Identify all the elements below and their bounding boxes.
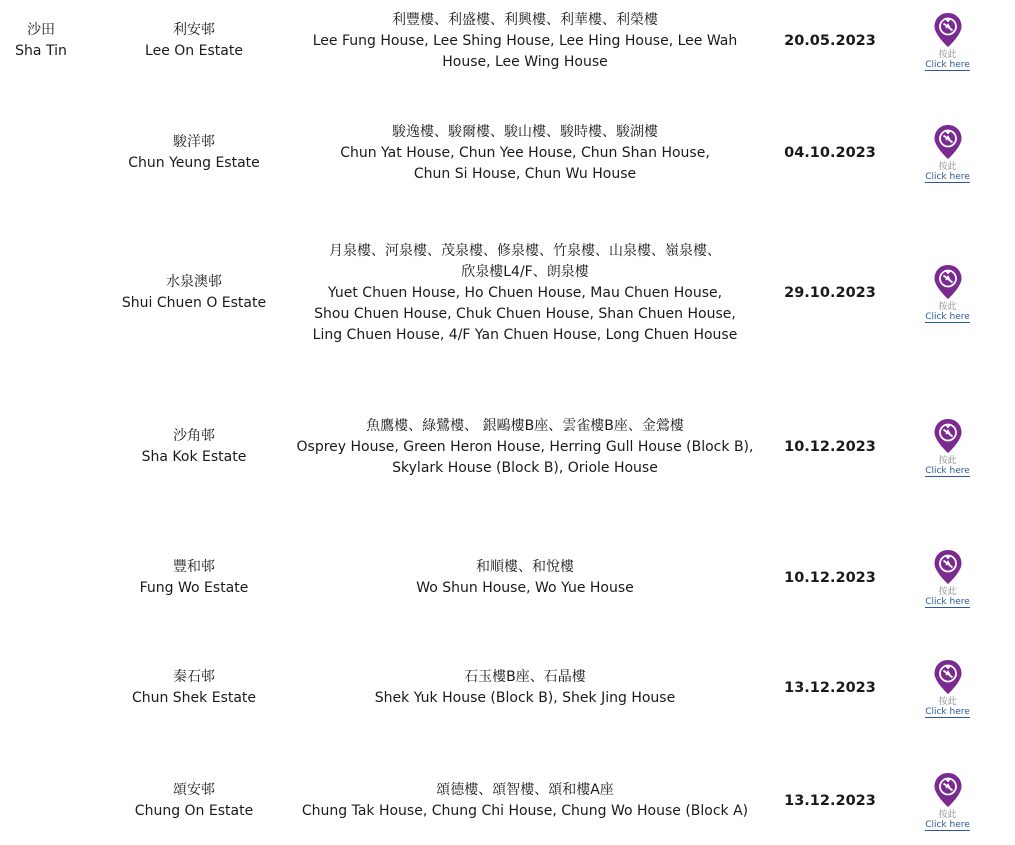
- click-here-link[interactable]: [905, 112, 990, 194]
- house-line: Ling Chuen House, 4/F Yan Chuen House, Long Chuen House: [312, 326, 738, 343]
- estate-name-zh: 駿洋邨: [173, 134, 215, 150]
- link-label-zh[interactable]: 按此: [938, 455, 957, 466]
- click-here-link[interactable]: [905, 404, 990, 490]
- estate-cell: [104, 768, 284, 834]
- district-name-en: Sha Tin: [15, 43, 67, 59]
- house-line: Chun Yat House, Chun Yee House, Chun Shan House,: [340, 144, 710, 161]
- house-line: Wo Shun House, Wo Yue House: [416, 580, 634, 596]
- click-here-link[interactable]: [905, 545, 990, 611]
- estate-name-en: Sha Kok Estate: [141, 449, 247, 465]
- click-here-link[interactable]: [905, 0, 990, 82]
- house-line: 利豐樓、利盛樓、利興樓、利華樓、利榮樓: [392, 11, 658, 28]
- table-row: [0, 0, 1015, 82]
- house-line: Yuet Chuen House, Ho Chuen House, Mau Chuen House,: [327, 284, 723, 301]
- house-line: House, Lee Wing House: [442, 53, 608, 70]
- date-cell: 13.12.2023: [784, 792, 876, 809]
- click-here-link[interactable]: [905, 230, 990, 356]
- estate-cell: [104, 655, 284, 721]
- estate-name-zh: 水泉澳邨: [166, 274, 222, 290]
- link-label-en[interactable]: Click here: [925, 596, 970, 607]
- houses-cell: [290, 230, 760, 356]
- link-label-zh[interactable]: 按此: [938, 586, 957, 597]
- link-label-en[interactable]: Click here: [925, 171, 970, 182]
- map-pin-icon: [933, 659, 963, 695]
- house-line: 月泉樓、河泉樓、茂泉樓、修泉樓、竹泉樓、山泉樓、嶺泉樓、: [329, 242, 721, 259]
- map-pin-icon: [933, 12, 963, 48]
- map-pin-icon: [933, 124, 963, 160]
- houses-cell: [290, 0, 760, 82]
- table-row: [0, 112, 1015, 194]
- date-cell: 10.12.2023: [784, 438, 876, 455]
- house-line: Osprey House, Green Heron House, Herring Gull House (Block B),: [296, 438, 754, 455]
- house-line: Lee Fung House, Lee Shing House, Lee Hing House, Lee Wah: [312, 32, 738, 49]
- table-row: [0, 768, 1015, 834]
- link-label-en[interactable]: Click here: [925, 706, 970, 717]
- house-line: Shou Chuen House, Chuk Chuen House, Shan Chuen House,: [314, 305, 736, 322]
- house-line: Shek Yuk House (Block B), Shek Jing House: [374, 690, 676, 706]
- estate-cell: [104, 230, 284, 356]
- link-label-en[interactable]: Click here: [925, 59, 970, 70]
- link-label-zh[interactable]: 按此: [938, 696, 957, 707]
- table-row: [0, 230, 1015, 356]
- link-label-en[interactable]: Click here: [925, 465, 970, 476]
- houses-cell: [290, 404, 760, 490]
- estate-name-en: Shui Chuen O Estate: [121, 295, 267, 311]
- estate-name-zh: 秦石邨: [173, 669, 215, 685]
- estate-cell: [104, 404, 284, 490]
- house-line: 駿逸樓、駿爾樓、駿山樓、駿時樓、駿湖樓: [392, 123, 658, 140]
- house-line: 魚鷹樓、綠鷺樓、 銀鷗樓B座、雲雀樓B座、金鶯樓: [366, 417, 684, 434]
- estate-name-en: Chun Yeung Estate: [128, 155, 260, 171]
- click-here-link[interactable]: [905, 768, 990, 834]
- date-cell: 29.10.2023: [784, 284, 876, 301]
- table-row: [0, 404, 1015, 490]
- estate-name-en: Chun Shek Estate: [131, 690, 257, 706]
- date-cell: 10.12.2023: [784, 569, 876, 586]
- house-line: Chun Si House, Chun Wu House: [413, 165, 637, 182]
- estate-cell: [104, 112, 284, 194]
- date-cell: 20.05.2023: [784, 32, 876, 49]
- estate-name-zh: 頌安邨: [173, 782, 215, 798]
- house-line: 石玉樓B座、石晶樓: [464, 669, 586, 685]
- house-line: 和順樓、和悅樓: [476, 559, 574, 575]
- map-pin-icon: [933, 549, 963, 585]
- link-label-en[interactable]: Click here: [925, 819, 970, 830]
- link-label-zh[interactable]: 按此: [938, 161, 957, 172]
- houses-cell: [290, 112, 760, 194]
- map-pin-icon: [933, 264, 963, 300]
- houses-cell: [290, 768, 760, 834]
- link-label-zh[interactable]: 按此: [938, 809, 957, 820]
- link-label-zh[interactable]: 按此: [938, 49, 957, 60]
- table-row: [0, 655, 1015, 721]
- district-name-zh: 沙田: [27, 22, 55, 38]
- table-row: [0, 545, 1015, 611]
- map-pin-icon: [933, 772, 963, 808]
- estate-name-zh: 利安邨: [173, 22, 215, 38]
- date-cell: 04.10.2023: [784, 144, 876, 161]
- estate-name-en: Chung On Estate: [134, 803, 254, 819]
- link-label-en[interactable]: Click here: [925, 311, 970, 322]
- date-cell: 13.12.2023: [784, 679, 876, 696]
- link-label-zh[interactable]: 按此: [938, 301, 957, 312]
- click-here-link[interactable]: [905, 655, 990, 721]
- house-line: 欣泉樓L4/F、朗泉樓: [461, 263, 589, 280]
- houses-cell: [290, 545, 760, 611]
- estate-name-zh: 沙角邨: [173, 428, 215, 444]
- estate-cell: [104, 0, 284, 82]
- estate-name-en: Lee On Estate: [145, 43, 243, 59]
- estate-name-zh: 豐和邨: [173, 559, 215, 575]
- house-line: Skylark House (Block B), Oriole House: [392, 459, 658, 476]
- estate-cell: [104, 545, 284, 611]
- house-line: 頌德樓、頌智樓、頌和樓A座: [436, 782, 614, 798]
- house-line: Chung Tak House, Chung Chi House, Chung Wo House (Block A): [301, 803, 749, 819]
- houses-cell: [290, 655, 760, 721]
- map-pin-icon: [933, 418, 963, 454]
- estate-name-en: Fung Wo Estate: [139, 580, 249, 596]
